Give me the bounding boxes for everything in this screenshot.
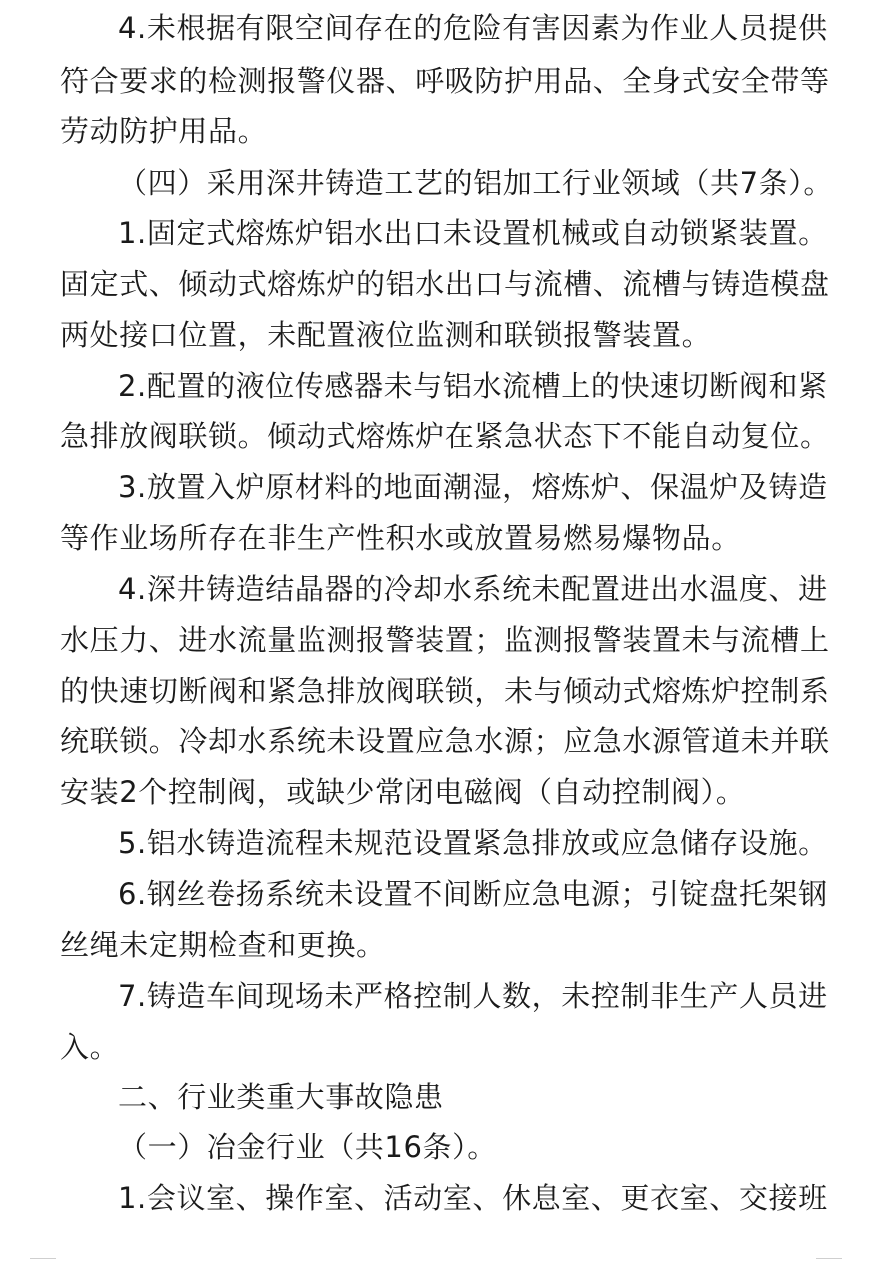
text-line: 5.铝水铸造流程未规范设置紧急排放或应急储存设施。	[118, 826, 828, 860]
text-line: 1.固定式熔炼炉铝水出口未设置机械或自动锁紧装置。	[118, 216, 828, 250]
text-line: 统联锁。冷却水系统未设置应急水源；应急水源管道未并联	[60, 724, 830, 758]
chapter-heading: 二、行业类重大事故隐患	[118, 1080, 444, 1114]
text-line: 4.未根据有限空间存在的危险有害因素为作业人员提供	[118, 11, 828, 45]
text-line: 劳动防护用品。	[60, 114, 268, 148]
crop-mark-right	[816, 1258, 842, 1259]
text-line: 丝绳未定期检查和更换。	[60, 928, 386, 962]
text-line: 水压力、进水流量监测报警装置；监测报警装置未与流槽上	[60, 623, 830, 657]
text-line: 等作业场所存在非生产性积水或放置易燃易爆物品。	[60, 521, 741, 555]
crop-mark-left	[30, 1258, 56, 1259]
text-line: 6.钢丝卷扬系统未设置不间断应急电源；引锭盘托架钢	[118, 877, 828, 911]
text-line: 两处接口位置，未配置液位监测和联锁报警装置。	[60, 318, 712, 352]
text-line: 2.配置的液位传感器未与铝水流槽上的快速切断阀和紧	[118, 369, 828, 403]
text-line: 安装2个控制阀，或缺少常闭电磁阀（自动控制阀）。	[60, 775, 746, 809]
section-heading: （一）冶金行业（共16条）。	[118, 1130, 497, 1164]
text-line: 4.深井铸造结晶器的冷却水系统未配置进出水温度、进	[118, 572, 828, 606]
section-heading: （四）采用深井铸造工艺的铝加工行业领域（共7条）。	[118, 166, 833, 200]
text-line: 7.铸造车间现场未严格控制人数，未控制非生产人员进	[118, 979, 828, 1013]
text-line: 1.会议室、操作室、活动室、休息室、更衣室、交接班	[118, 1181, 828, 1215]
text-line: 固定式、倾动式熔炼炉的铝水出口与流槽、流槽与铸造模盘	[60, 267, 830, 301]
text-line: 符合要求的检测报警仪器、呼吸防护用品、全身式安全带等	[60, 64, 830, 98]
text-line: 入。	[60, 1030, 120, 1064]
text-line: 急排放阀联锁。倾动式熔炼炉在紧急状态下不能自动复位。	[60, 419, 830, 453]
text-line: 3.放置入炉原材料的地面潮湿，熔炼炉、保温炉及铸造	[118, 470, 828, 504]
text-line: 的快速切断阀和紧急排放阀联锁，未与倾动式熔炼炉控制系	[60, 674, 830, 708]
